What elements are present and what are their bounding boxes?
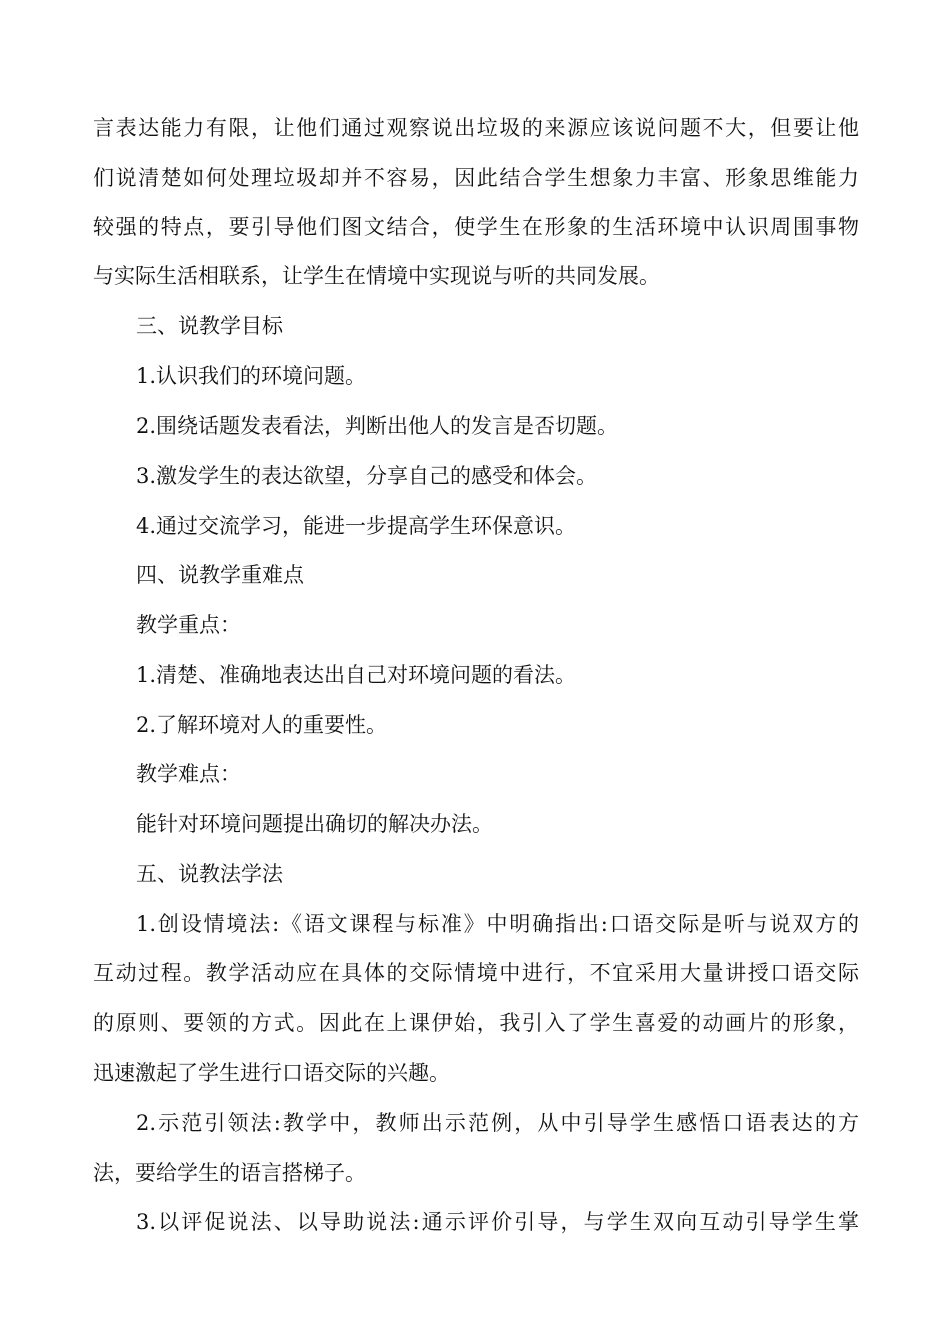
list-item: 1.认识我们的环境问题。 [136, 364, 367, 388]
paragraph-line: 言表达能力有限，让他们通过观察说出垃圾的来源应该说问题不大，但要让他 [93, 116, 859, 140]
list-item: 2.了解环境对人的重要性。 [136, 713, 388, 737]
document-page [93, 0, 859, 1344]
paragraph-line: 与实际生活相联系，让学生在情境中实现说与听的共同发展。 [93, 264, 660, 288]
paragraph-line: 3.以评促说法、以导助说法:通示评价引导，与学生双向互动引导学生掌 [136, 1210, 859, 1234]
list-item: 4.通过交流学习，能进一步提高学生环保意识。 [136, 514, 577, 538]
subheading: 教学重点： [136, 613, 241, 637]
paragraph-line: 法，要给学生的语言搭梯子。 [93, 1161, 366, 1185]
paragraph-line: 迅速激起了学生进行口语交际的兴趣。 [93, 1061, 450, 1085]
section-heading: 四、说教学重难点 [136, 563, 304, 587]
paragraph-line: 1.创设情境法:《语文课程与标准》中明确指出:口语交际是听与说双方的 [136, 912, 859, 936]
paragraph-line: 2.示范引领法:教学中，教师出示范例，从中引导学生感悟口语表达的方 [136, 1111, 859, 1135]
paragraph-line: 互动过程。教学活动应在具体的交际情境中进行，不宜采用大量讲授口语交际 [93, 961, 859, 985]
subheading: 教学难点： [136, 762, 241, 786]
paragraph-line: 能针对环境问题提出确切的解决办法。 [136, 812, 493, 836]
section-heading: 三、说教学目标 [136, 314, 283, 338]
paragraph-line: 的原则、要领的方式。因此在上课伊始，我引入了学生喜爱的动画片的形象， [93, 1011, 859, 1035]
list-item: 2.围绕话题发表看法，判断出他人的发言是否切题。 [136, 414, 619, 438]
paragraph-line: 们说清楚如何处理垃圾却并不容易，因此结合学生想象力丰富、形象思维能力 [93, 166, 859, 190]
list-item: 1.清楚、准确地表达出自己对环境问题的看法。 [136, 663, 577, 687]
paragraph-line: 较强的特点，要引导他们图文结合，使学生在形象的生活环境中认识周围事物 [93, 215, 859, 239]
list-item: 3.激发学生的表达欲望，分享自己的感受和体会。 [136, 464, 598, 488]
section-heading: 五、说教法学法 [136, 862, 283, 886]
